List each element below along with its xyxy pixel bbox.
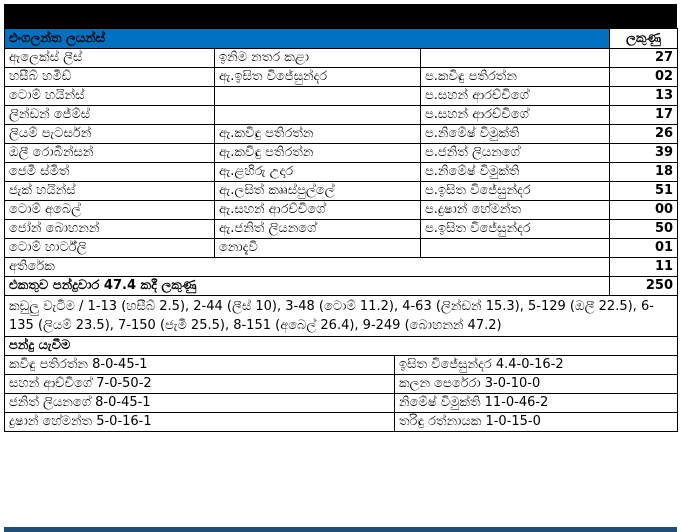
- bowler-figures-right: කලන පෙරේරා 3-0-10-0: [395, 375, 678, 394]
- bowler-figures-left: දුෂාන් හේමන්ත 5-0-16-1: [5, 413, 395, 432]
- bowler-text: [421, 239, 610, 258]
- dismissal-text: ඇ.කවිඳු පතිරත්න: [215, 144, 421, 163]
- batter-name: ටොම් අබෙල්: [5, 201, 215, 220]
- bowler-figures-left: සහන් ආච්චිගේ 7-0-50-2: [5, 375, 395, 394]
- batting-row: [5, 144, 678, 163]
- batter-name: ජෝන් බොහනන්: [5, 220, 215, 239]
- batter-runs: 26: [610, 125, 678, 144]
- batter-runs: 00: [610, 201, 678, 220]
- total-row: [5, 277, 678, 296]
- batter-runs: 01: [610, 239, 678, 258]
- total-runs: 250: [610, 277, 678, 296]
- bowling-title: පන්දු යැවීම: [5, 337, 678, 356]
- bowler-text: ප.කවිඳු පතිරත්න: [421, 68, 610, 87]
- bowling-row: [5, 356, 678, 375]
- fall-of-wickets-row: [5, 296, 678, 337]
- batter-runs: 13: [610, 87, 678, 106]
- bowling-row: [5, 375, 678, 394]
- bowler-text: ප.ඉසිත විජේසුන්දර: [421, 182, 610, 201]
- header-row: [5, 29, 678, 49]
- batter-name: ඇලෙක්ස් ලීස්: [5, 49, 215, 68]
- bowler-text: [421, 49, 610, 68]
- batter-runs: 02: [610, 68, 678, 87]
- dismissal-text: නොදැවී: [215, 239, 421, 258]
- bowler-figures-right: තරිඳු රත්නායක 1-0-15-0: [395, 413, 678, 432]
- batter-name: ඔලී රොබින්සන්: [5, 144, 215, 163]
- batting-row: [5, 239, 678, 258]
- team-name: එංගලන්ත ලයන්ස්: [5, 29, 610, 49]
- dismissal-text: [215, 87, 421, 106]
- dismissal-text: ඇ.ලසිත් කෲස්පුල්ලේ: [215, 182, 421, 201]
- bowler-text: ප.නිමේෂ් විමුක්ති: [421, 163, 610, 182]
- bowler-figures-right: ඉසිත විජේසුන්දර 4.4-0-16-2: [395, 356, 678, 375]
- bowler-text: ප.දුෂාන් හේමන්ත: [421, 201, 610, 220]
- dismissal-text: ඇ.ජනිත් ලියනගේ: [215, 220, 421, 239]
- dismissal-text: ඇ.කවිඳු පතිරත්න: [215, 125, 421, 144]
- bottom-bar: [4, 527, 677, 532]
- batter-name: ලින්ඩන් ජේම්ස්: [5, 106, 215, 125]
- batter-runs: 50: [610, 220, 678, 239]
- batting-table: [4, 28, 678, 337]
- extras-row: [5, 258, 678, 277]
- bowler-text: ප.සහන් ආරච්චිගේ: [421, 106, 610, 125]
- dismissal-text: ඇ.ඉසිත විජේසුන්දර: [215, 68, 421, 87]
- batting-row: [5, 106, 678, 125]
- bowling-row: [5, 394, 678, 413]
- scorecard: [4, 28, 677, 432]
- batter-runs: 51: [610, 182, 678, 201]
- batter-name: ටොම් හයින්ස්: [5, 87, 215, 106]
- dismissal-text: ඉනිම නතර කළා: [215, 49, 421, 68]
- batting-row: [5, 125, 678, 144]
- bowler-figures-left: ජනිත් ලියනගේ 8-0-45-1: [5, 394, 395, 413]
- fall-of-wickets: කඩුලු වැටීම / 1-13 (හසීබ් 2.5), 2-44 (ලීස් 10), 3-48 (ටොම් 11.2), 4-63 (ලින්ඩන් 15.3), 5-129 (ඔලී 22.5), 6-135 (ලියම් 23.5), 7-150 (ජැමී 25.5), 8-151 (අබෙල් 26.4), 9-249 (බොහනන් 47.2): [5, 296, 678, 337]
- top-black-bar: [4, 4, 677, 28]
- batter-name: ජැක් හයින්ස්: [5, 182, 215, 201]
- bowler-text: ප.ඉසිත විජේසුන්දර: [421, 220, 610, 239]
- bowler-text: ප.නිමේෂ් විමුක්ති: [421, 125, 610, 144]
- batting-row: [5, 68, 678, 87]
- extras-label: අතිරේක: [5, 258, 610, 277]
- batter-runs: 39: [610, 144, 678, 163]
- batting-row: [5, 201, 678, 220]
- batting-row: [5, 163, 678, 182]
- bowling-row: [5, 413, 678, 432]
- batter-name: ජෙමී ස්මිත්: [5, 163, 215, 182]
- bowler-figures-right: නිමේෂ් විමුක්ති 11-0-46-2: [395, 394, 678, 413]
- batter-runs: 17: [610, 106, 678, 125]
- extras-runs: 11: [610, 258, 678, 277]
- batting-row: [5, 182, 678, 201]
- bowler-figures-left: කවිඳු පතිරත්න 8-0-45-1: [5, 356, 395, 375]
- batting-row: [5, 220, 678, 239]
- bowling-table: [4, 336, 678, 432]
- bowler-text: ප.සහන් ආරච්චිගේ: [421, 87, 610, 106]
- batting-row: [5, 87, 678, 106]
- batting-row: [5, 49, 678, 68]
- dismissal-text: ඇ.සහන් ආරච්චිගේ: [215, 201, 421, 220]
- dismissal-text: ඇ.ළහිරු උදාර: [215, 163, 421, 182]
- bowler-text: ප.ජනිත් ලියනගේ: [421, 144, 610, 163]
- batter-runs: 18: [610, 163, 678, 182]
- total-label: එකතුව පන්දුවාර 47.4 කදී ලකුණු: [5, 277, 610, 296]
- bowling-header-row: [5, 337, 678, 356]
- batter-name: ටොම් හාර්ට්ලි: [5, 239, 215, 258]
- runs-header: ලකුණු: [610, 29, 678, 49]
- batter-name: ලියම් පැටර්සන්: [5, 125, 215, 144]
- batter-name: හසීබ් හමීඩ්: [5, 68, 215, 87]
- batter-runs: 27: [610, 49, 678, 68]
- dismissal-text: [215, 106, 421, 125]
